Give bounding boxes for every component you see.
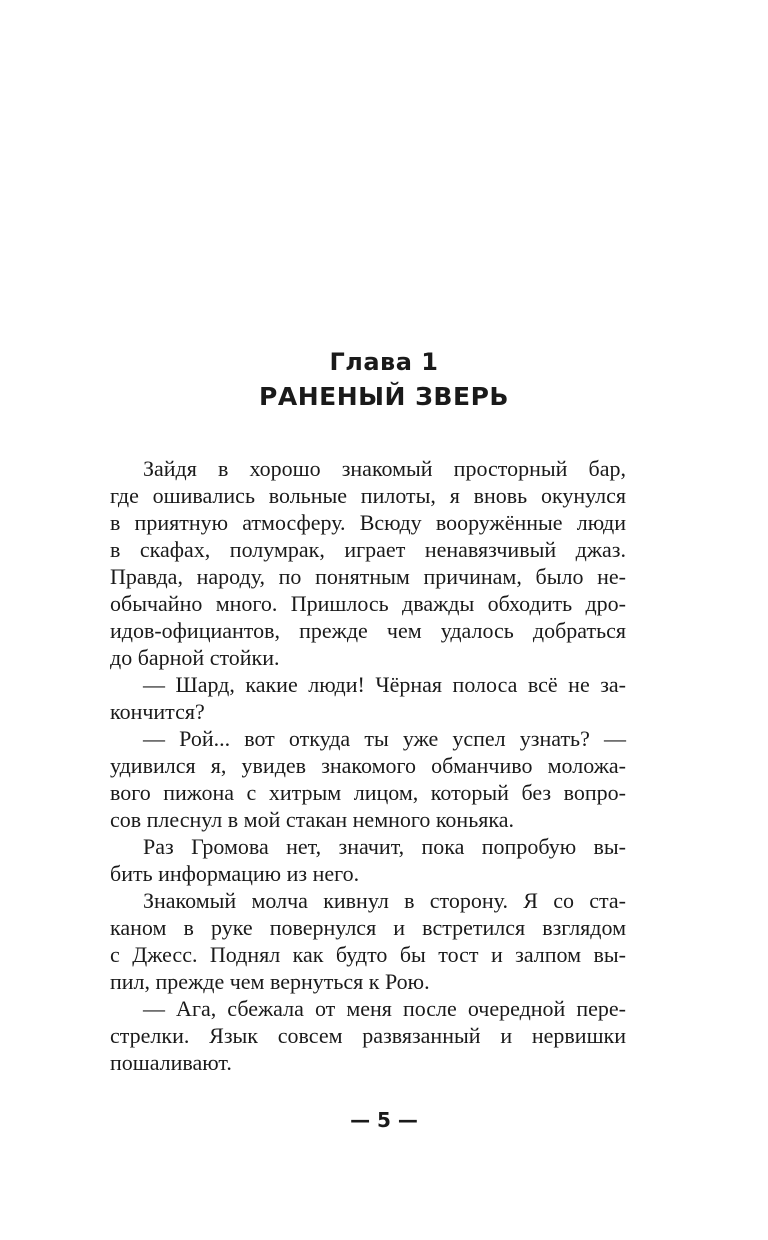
text-line: каном в руке повернулся и встретился взглядом: [110, 915, 626, 940]
text-line: удивился я, увидев знакомого обманчиво моложа-: [110, 753, 626, 778]
text-line: в скафах, полумрак, играет ненавязчивый джаз.: [110, 537, 626, 562]
text-line: стрелки. Язык совсем развязанный и нервишки: [110, 1023, 626, 1048]
text-line: до барной стойки.: [110, 645, 280, 670]
text-line: кончится?: [110, 699, 205, 724]
text-line: — Шард, какие люди! Чёрная полоса всё не за-: [143, 672, 626, 697]
text-line: пошаливают.: [110, 1050, 232, 1075]
text-line: обычайно много. Пришлось дважды обходить дро-: [110, 591, 626, 616]
chapter-number: Глава 1: [329, 348, 439, 376]
text-line: бить информацию из него.: [110, 861, 360, 886]
page-number: — 5 —: [350, 1108, 418, 1132]
text-line: вого пижона с хитрым лицом, который без вопро-: [110, 780, 626, 805]
text-line: Зайдя в хорошо знакомый просторный бар,: [143, 456, 626, 481]
text-line: где ошивались вольные пилоты, я вновь окунулся: [110, 483, 626, 508]
text-line: Правда, народу, по понятным причинам, было не-: [110, 564, 626, 589]
text-line: идов-официантов, прежде чем удалось добраться: [110, 618, 626, 643]
text-line: — Ага, сбежала от меня после очередной пере-: [143, 996, 626, 1021]
text-line: — Рой... вот откуда ты уже успел узнать? —: [143, 726, 626, 751]
text-line: пил, прежде чем вернуться к Рою.: [110, 969, 430, 994]
text-line: с Джесс. Поднял как будто бы тост и залпом вы-: [110, 942, 626, 967]
text-line: Знакомый молча кивнул в сторону. Я со ста-: [143, 888, 626, 913]
body-text: [110, 455, 626, 1076]
text-line: сов плеснул в мой стакан немного коньяка.: [110, 807, 514, 832]
chapter-header: [0, 346, 768, 414]
chapter-title: РАНЕНЫЙ ЗВЕРЬ: [259, 382, 509, 411]
text-line: Раз Громова нет, значит, пока попробую вы-: [143, 834, 626, 859]
text-line: в приятную атмосферу. Всюду вооружённые люди: [110, 510, 626, 535]
